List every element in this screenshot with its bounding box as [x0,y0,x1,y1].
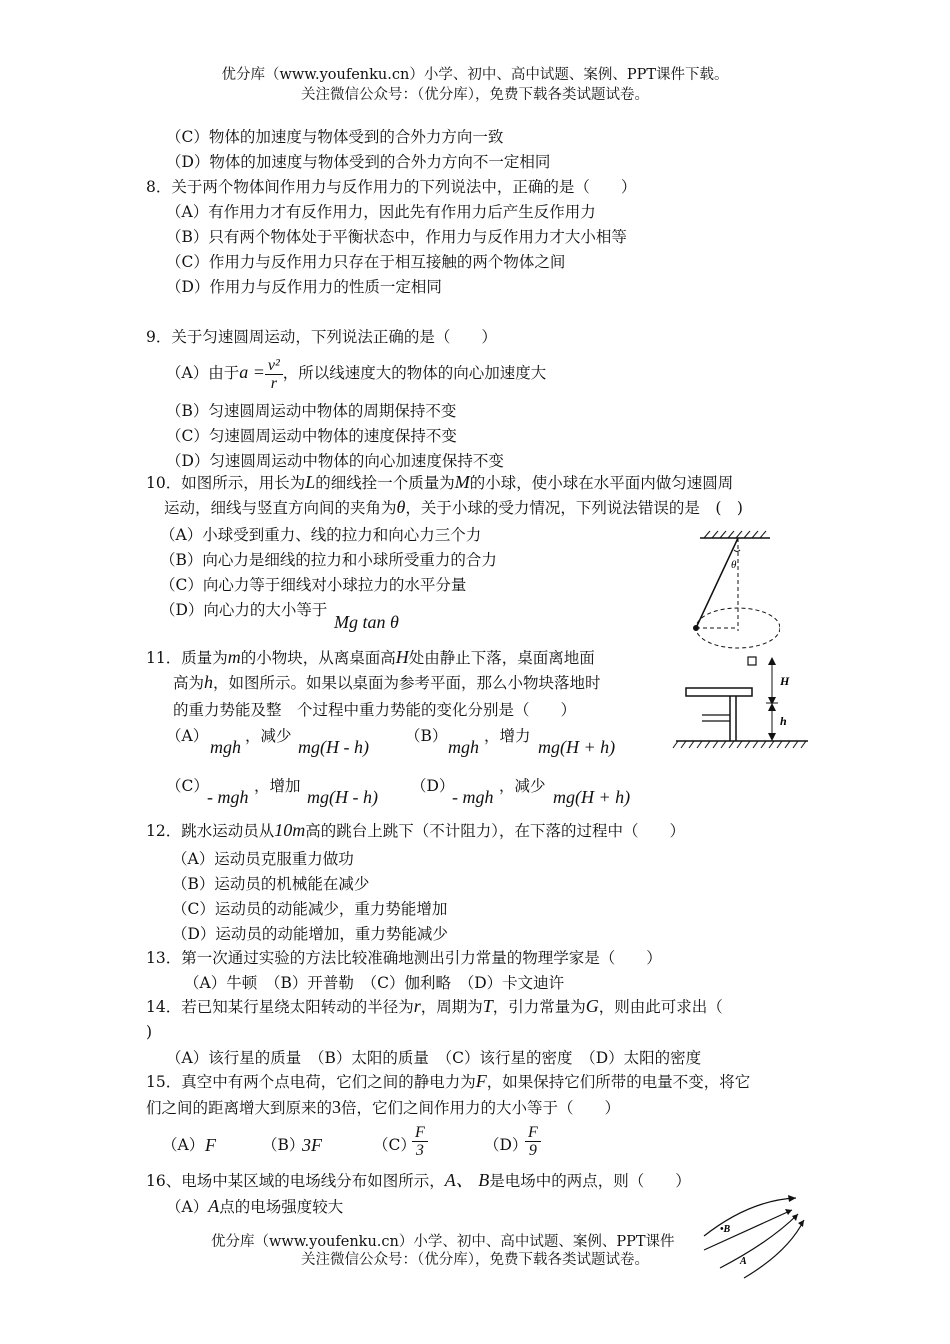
q15-s3: 们之间的距离增大到原来的 [146,1099,333,1117]
pendulum-ball [693,625,699,631]
fig-H-label: H [780,674,790,688]
q10-option-d [160,600,327,620]
q11-m: m [227,647,241,667]
q9-a-den: r [270,374,277,392]
q12-stem [146,820,685,841]
q14-options: （A）该行星的质量 （B）太阳的质量 （C）该行星的密度 （D）太阳的密度 [166,1049,702,1067]
q12-s1: 12．跳水运动员从 [146,822,275,840]
q12-option-a: （A）运动员克服重力做功 [172,850,354,868]
q13-stem: 13．第一次通过实验的方法比较准确地测出引力常量的物理学家是（ ） [146,949,662,967]
q8-option-a: （A）有作用力才有反作用力，因此先有作用力后产生反作用力 [166,203,596,221]
q12-option-b: （B）运动员的机械能在减少 [172,875,370,893]
q9-a-num: v² [265,357,283,375]
header-line-1: 优分库（www.youfenku.cn）小学、初中、高中试题、案例、PPT课件下载。 [221,67,729,83]
q11-c-word: ，增加 [254,777,301,795]
q9-option-d: （D）匀速圆周运动中物体的向心加速度保持不变 [166,452,504,470]
q11-c-label: （C） [166,777,209,795]
q14-s2: ，周期为 [420,998,483,1016]
q14-T: T [482,996,493,1016]
q16-a-label: （A） [166,1198,209,1216]
q15-c-den: 3 [415,1142,424,1159]
q11-stem-line-3: 的重力势能及整 个过程中重力势能的变化分别是（ ） [173,701,577,719]
q15-n: 3 [332,1097,342,1117]
q9-a-text: ，所以线速度大的物体的向心加速度大 [282,364,547,382]
q15-d-label: （D） [484,1136,528,1154]
q11-a-e2: mg(H - h) [298,737,369,757]
q16-a-text: 点的电场强度较大 [219,1198,344,1216]
q10-s2: 的细线拴一个质量为 [315,474,455,492]
fig-point-B: •B [720,1224,731,1235]
q9-option-a [166,352,546,393]
q15-b-label: （B） [262,1136,305,1154]
q11-s1: 11．质量为 [146,649,228,667]
q15-d-num: F [525,1124,541,1142]
q16-s1: 16、电场中某区域的电场线分布如图所示， [146,1172,445,1190]
q15-d-fraction [525,1124,541,1159]
q11-c-e1: - mgh [207,787,249,807]
footer-line-2: 关注微信公众号：（优分库），免费下载各类试题试卷。 [301,1252,649,1268]
q8-stem: 8．关于两个物体间作用力与反作用力的下列说法中，正确的是（ ） [146,178,637,196]
q7-option-d: （D）物体的加速度与物体受到的合外力方向不一定相同 [166,153,551,171]
header-line-2: 关注微信公众号：（优分库），免费下载各类试题试卷。 [301,87,649,103]
q15-d-den: 9 [528,1142,537,1159]
q11-stem-line-1 [146,647,595,668]
q10-s4: 运动，细线与竖直方向间的夹角为 [164,499,397,517]
q9-option-c: （C）匀速圆周运动中物体的速度保持不变 [166,427,457,445]
q10-stem-line-1 [146,472,733,493]
small-block [748,657,756,665]
q16-stem [146,1170,691,1191]
q14-stem-line-2: ) [146,1023,153,1041]
q12-option-d: （D）运动员的动能增加，重力势能减少 [172,925,448,943]
q11-b-word: ，增力 [484,727,531,745]
q14-s3: ，引力常量为 [492,998,586,1016]
q10-d-expr: Mg tan θ [334,612,399,632]
q11-a-e1: mgh [210,737,241,757]
q8-option-b: （B）只有两个物体处于平衡状态中，作用力与反作用力才大小相等 [166,228,627,246]
q14-r: r [413,996,421,1016]
q10-s3: 的小球，使小球在水平面内做匀速圆周 [469,474,734,492]
q9-a-lhs: a = [239,362,265,382]
q11-b-label: （B） [405,727,448,745]
q14-s1: 14．若已知某行星绕太阳转动的半径为 [146,998,414,1016]
q11-H: H [395,647,409,667]
fig-theta-label: θ [731,559,737,571]
q11-a-word: ，减少 [245,727,292,745]
q9-a-fraction [265,357,283,392]
q8-option-d: （D）作用力与反作用力的性质一定相同 [166,278,442,296]
q10-d-label: （D）向心力的大小等于 [160,601,328,619]
q12-s2: 高的跳台上跳下（不计阻力），在下落的过程中（ ） [305,822,685,840]
q11-b-e2: mg(H + h) [538,737,616,757]
q15-a-value: F [205,1135,216,1155]
q15-s1: 15．真空中有两个点电荷，它们之间的静电力为 [146,1073,476,1091]
q10-stem-line-2 [164,497,743,518]
q10-M: M [454,472,470,492]
q12-height: 10m [274,820,306,840]
q15-stem-line-2 [146,1097,620,1118]
q10-option-b: （B）向心力是细线的拉力和小球所受重力的合力 [160,551,497,569]
q10-s5: ，关于小球的受力情况，下列说法错误的是 ( ) [405,499,743,517]
q13-options: （A）牛顿 （B）开普勒 （C）伽利略 （D）卡文迪许 [184,974,565,992]
q11-b-e1: mgh [448,737,479,757]
q10-option-a: （A）小球受到重力、线的拉力和向心力三个力 [160,526,482,544]
q11-s4: 高为 [173,674,205,692]
q11-h: h [204,672,214,692]
q10-L: L [305,472,316,492]
q16-a-point: A [208,1196,220,1216]
q15-s4: 倍，它们之间作用力的大小等于（ ） [341,1099,621,1117]
table-height-figure [672,655,812,750]
q9-option-b: （B）匀速圆周运动中物体的周期保持不变 [166,402,457,420]
q11-d-word: ，减少 [499,777,546,795]
q10-option-c: （C）向心力等于细线对小球拉力的水平分量 [160,576,467,594]
q11-s5: ，如图所示。如果以桌面为参考平面，那么小物块落地时 [213,674,601,692]
q15-stem-line-1 [146,1071,750,1092]
q15-s2: ，如果保持它们所带的电量不变，将它 [486,1073,751,1091]
q15-c-num: F [412,1124,428,1142]
q11-c-e2: mg(H - h) [307,787,378,807]
q12-option-c: （C）运动员的动能减少，重力势能增加 [172,900,448,918]
q15-c-label: （C） [373,1136,416,1154]
q15-a-label: （A） [162,1136,205,1154]
q11-a-label: （A） [166,727,209,745]
q11-d-e2: mg(H + h) [553,787,631,807]
q11-d-e1: - mgh [452,787,494,807]
q16-s2: 是电场中的两点，则（ ） [489,1172,691,1190]
q10-s1: 10．如图所示，用长为 [146,474,306,492]
conical-pendulum-figure [690,528,780,653]
q11-s3: 处由静止下落，桌面离地面 [408,649,595,667]
q14-G: G [585,996,599,1016]
q9-a-label: （A）由于 [166,364,240,382]
footer-line-1: 优分库（www.youfenku.cn）小学、初中、高中试题、案例、PPT课件 [211,1234,675,1250]
q9-stem: 9．关于匀速圆周运动，下列说法正确的是（ ） [146,328,497,346]
q8-option-c: （C）作用力与反作用力只存在于相互接触的两个物体之间 [166,253,566,271]
fig-point-A: A [740,1256,747,1267]
q16-option-a [166,1196,343,1217]
q11-s2: 的小物块，从离桌面高 [240,649,396,667]
q14-s4: ，则由此可求出（ [598,998,723,1016]
q16-AB: A、 B [444,1170,490,1190]
q11-d-label: （D） [411,777,455,795]
q15-F: F [475,1071,487,1091]
q11-stem-line-2 [173,672,601,693]
fig-h-label: h [780,714,787,728]
q10-theta: θ [396,497,406,517]
q15-b-value: 3F [302,1135,322,1155]
q7-option-c: （C）物体的加速度与物体受到的合外力方向一致 [166,128,504,146]
q15-c-fraction [412,1124,428,1159]
q14-stem-line-1 [146,996,723,1017]
